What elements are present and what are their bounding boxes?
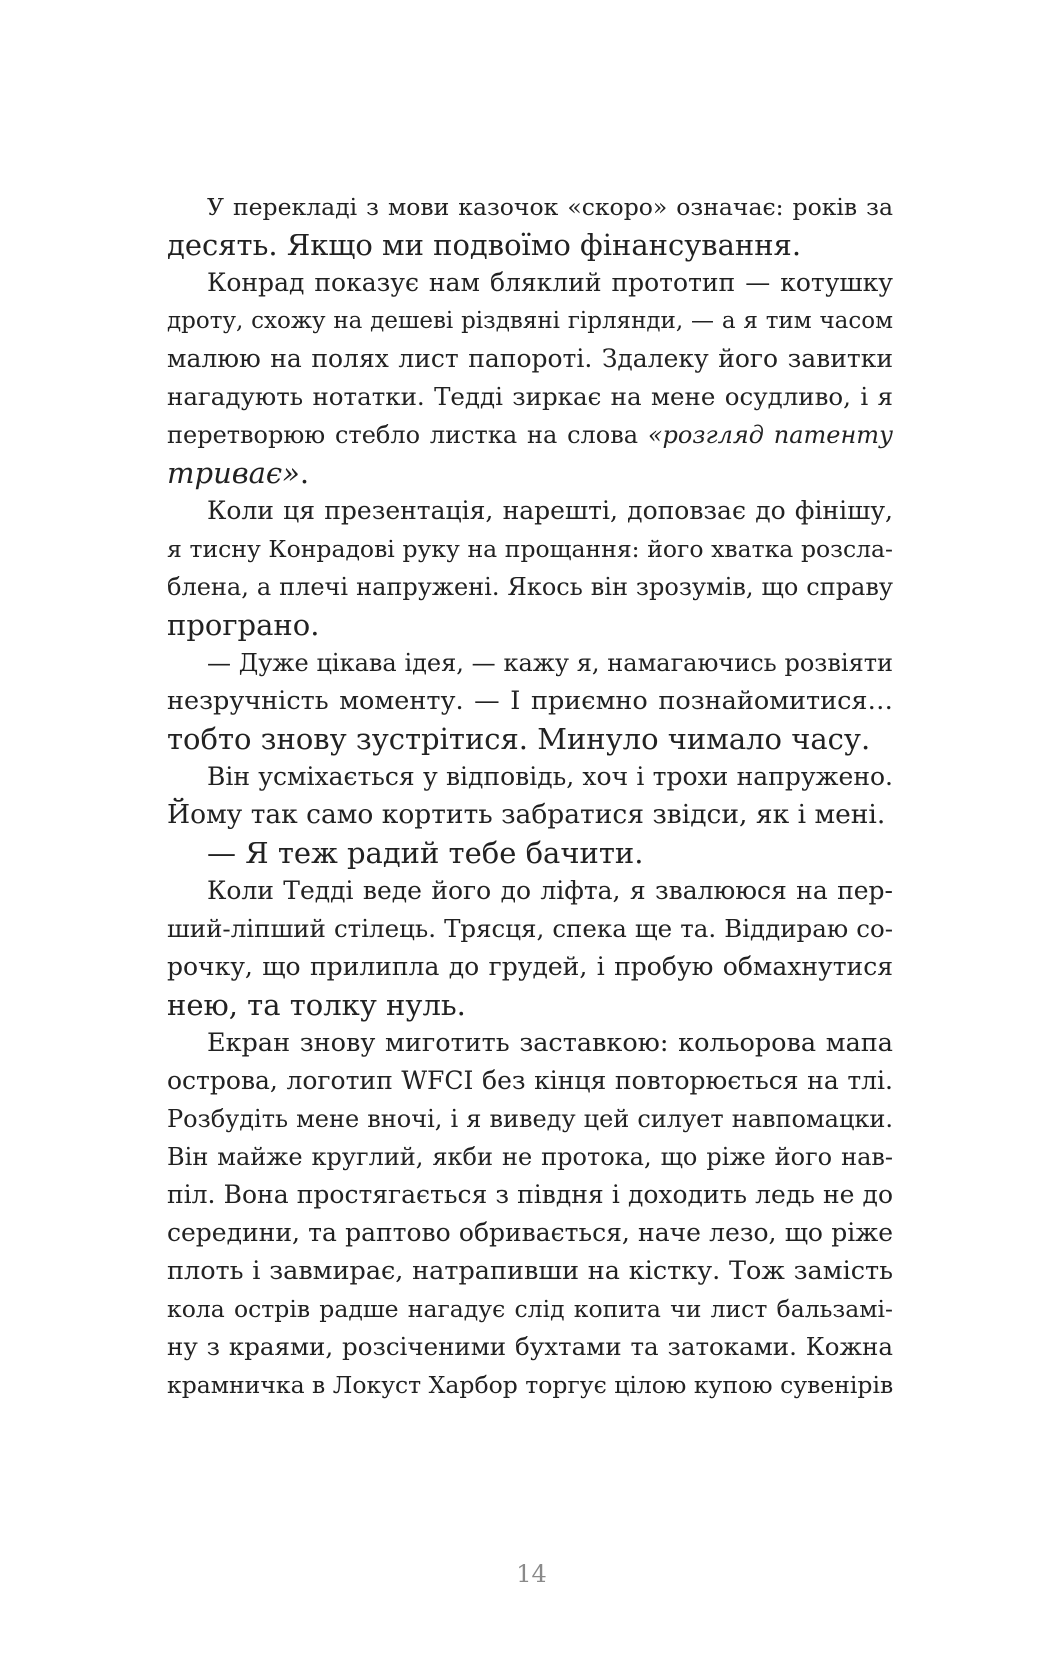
text-line: Розбудіть мене вночі, і я виведу цей силует навпомацки.	[167, 1105, 893, 1133]
text-line	[167, 454, 893, 492]
text-line: Коли ця презентація, нарешті, доповзає до фінішу,	[207, 496, 893, 525]
text-line: я тисну Конрадові руку на прощання: його хватка розсла-	[167, 535, 893, 563]
text-line: рочку, що прилипла до грудей, і пробую обмахнутися	[167, 952, 893, 981]
text-line: десять. Якщо ми подвоїмо фінансування.	[167, 228, 802, 262]
text-line: тобто знову зустрітися. Минуло чимало часу.	[167, 722, 871, 756]
text-line: піл. Вона простягається з півдня і доходить ледь не до	[167, 1180, 893, 1209]
text-line: нагадують нотатки. Теддi зиркає на мене осудливо, і я	[167, 382, 893, 411]
text-line: блена, а плечі напружені. Якось він зрозумів, що справу	[167, 573, 893, 601]
text-segment: перетворюю стебло листка на слова	[167, 421, 648, 449]
text-line: крамничка в Локуст Харбор торгує цілою купою сувенірів	[167, 1371, 894, 1399]
text-line: — Я теж радий тебе бачити.	[207, 836, 644, 870]
body-text	[167, 188, 893, 1404]
text-line: середини, та раптово обривається, наче лезо, що ріже	[167, 1218, 893, 1247]
text-line: ну з краями, розсіченими бухтами та затоками. Кожна	[167, 1332, 893, 1361]
text-segment: .	[299, 456, 310, 490]
text-line: плоть і завмирає, натрапивши на кістку. Тож замість	[167, 1256, 893, 1286]
text-line	[167, 416, 893, 454]
text-line: Екран знову миготить заставкою: кольорова мапа	[207, 1028, 893, 1058]
text-line: дроту, схожу на дешеві різдвяні гірлянди, — а я тим часом	[167, 308, 893, 334]
italic-text-segment: «розгляд патенту	[647, 421, 893, 449]
page-number: 14	[516, 1560, 547, 1588]
text-line: — Дуже цікава ідея, — кажу я, намагаючись розвіяти	[207, 649, 893, 677]
text-line: кола острів радше нагадує слід копита чи лист бальзамі-	[167, 1295, 893, 1323]
text-line: ший-ліпший стілець. Трясця, спека ще та. Віддираю со-	[167, 914, 893, 943]
text-line: Коли Тедді веде його до ліфта, я звалююся на пер-	[207, 876, 893, 905]
text-line: програно.	[167, 608, 320, 642]
text-line: малюю на полях лист папороті. Здалеку його завитки	[167, 344, 893, 373]
text-line: острова, логотип WFCI без кінця повторюється на тлі.	[167, 1066, 893, 1095]
text-line: Він майже круглий, якби не протока, що ріже його нав-	[167, 1143, 893, 1171]
text-line: Йому так само кортить забратися звідси, як і мені.	[167, 799, 886, 830]
text-line: нею, та толку нуль.	[167, 988, 466, 1022]
text-line: незручність моменту. — І приємно познайомитися…	[167, 686, 893, 716]
text-line: Конрад показує нам бляклий прототип — котушку	[207, 268, 893, 297]
text-line: Він усміхається у відповідь, хоч і трохи напружено.	[207, 762, 893, 791]
italic-text-segment: триває»	[167, 456, 300, 490]
text-line: У перекладі з мови казочок «скоро» означає: років за	[207, 193, 893, 221]
